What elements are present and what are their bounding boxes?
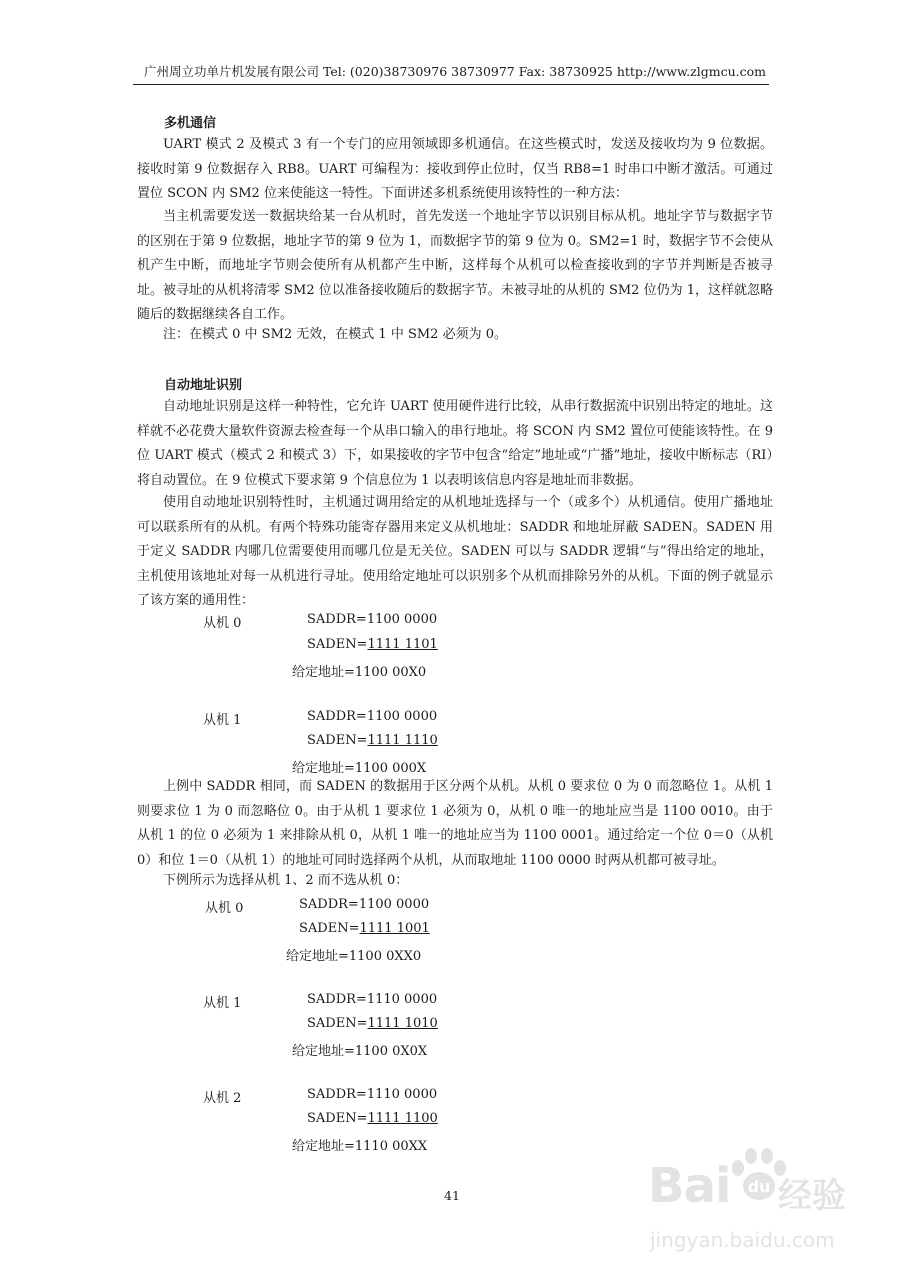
page-header: 广州周立功单片机发展有限公司 Tel: (020)38730976 38730977 Fax: 38730925 http://www.zlgmcu.com (144, 64, 766, 79)
example-saddr: SADDR=1110 0000 (307, 992, 438, 1007)
paragraph: 当主机需要发送一数据块给某一台从机时，首先发送一个地址字节以识别目标从机。地址字节与数据字节的区别在于第 9 位数据，地址字节的第 9 位为 1，而数据字节的第 9 位为 0。SM2=1 时，数据字节不会使从机产生中断，而地址字节则会使所有从机都产生中断，这样每个从机可以检查接收到的字节并判断是否被寻址。被寻址的从机将清零 SM2 位以准备接收随后的数据字节。未被寻址的从机的 SM2 位仍为 1，这样就忽略随后的数据继续各自工作。 (137, 209, 773, 322)
example-saden (307, 1111, 438, 1126)
saden-prefix: SADEN= (307, 1111, 368, 1126)
example-slave-label: 从机 1 (203, 713, 242, 728)
example-given-address: 给定地址=1110 00XX (292, 1139, 428, 1154)
saden-prefix: SADEN= (307, 637, 368, 652)
svg-text:du: du (747, 1177, 771, 1196)
example-given-address: 给定地址=1100 0X0X (292, 1044, 428, 1059)
example-saden (307, 733, 438, 748)
example-slave-label: 从机 2 (203, 1091, 242, 1106)
example-slave-label: 从机 0 (205, 901, 244, 916)
baidu-jingyan-watermark (638, 1140, 878, 1270)
example-given-address: 给定地址=1100 00X0 (292, 665, 427, 680)
example-saden (307, 1016, 438, 1031)
saden-prefix: SADEN= (307, 1016, 368, 1031)
example-saddr: SADDR=1100 0000 (307, 709, 438, 724)
example-saden (299, 921, 430, 936)
paragraph: 上例中 SADDR 相同，而 SADEN 的数据用于区分两个从机。从机 0 要求位 0 为 0 而忽略位 1。从机 1 则要求位 1 为 0 而忽略位 0。由于从机 1 要求位 1 必须为 0，从机 0 唯一的地址应当是 1100 0010。由于从机 1 的位 0 必须为 1 来排除从机 0，从机 1 唯一的地址应当为 1100 0001。通过给定一个位 0＝0（从机 0）和位 1＝0（从机 1）的地址可同时选择两个从机，从而取地址 1100 0000 时两从机都可被寻址。 (137, 779, 773, 868)
saden-prefix: SADEN= (307, 733, 368, 748)
example-saddr: SADDR=1110 0000 (307, 1087, 438, 1102)
saden-value: 1111 1101 (367, 637, 438, 652)
saden-value: 1111 1110 (367, 733, 438, 748)
example-saddr: SADDR=1100 0000 (307, 612, 438, 627)
page-number: 41 (444, 1188, 460, 1203)
saden-value: 1111 1001 (359, 921, 430, 936)
watermark-brand-2: 经验 (778, 1176, 846, 1216)
example-slave-label: 从机 1 (203, 996, 242, 1011)
section-heading-multi-comm: 多机通信 (164, 116, 217, 131)
example-given-address: 给定地址=1100 000X (292, 761, 427, 776)
example-given-address: 给定地址=1100 0XX0 (286, 949, 422, 964)
example-saden (307, 637, 438, 652)
note: 注：在模式 0 中 SM2 无效，在模式 1 中 SM2 必须为 0。 (163, 327, 507, 342)
section-heading-auto-addr: 自动地址识别 (164, 378, 243, 393)
example-saddr: SADDR=1100 0000 (299, 897, 430, 912)
watermark-url: jingyan.baidu.com (650, 1228, 835, 1252)
example-slave-label: 从机 0 (203, 616, 242, 631)
saden-value: 1111 1010 (367, 1016, 438, 1031)
paragraph: 自动地址识别是这样一种特性，它允许 UART 使用硬件进行比较，从串行数据流中识别出特定的地址。这样就不必花费大量软件资源去检查每一个从串口输入的串行地址。将 SCON 内 SM2 置位可使能该特性。在 9 位 UART 模式（模式 2 和模式 3）下，如果接收的字节中包含“给定”地址或“广播”地址，接收中断标志（RI）将自动置位。在 9 位模式下要求第 9 个信息位为 1 以表明该信息内容是地址而非数据。 (137, 399, 773, 488)
saden-prefix: SADEN= (299, 921, 360, 936)
paragraph: 使用自动地址识别特性时，主机通过调用给定的从机地址选择与一个（或多个）从机通信。使用广播地址可以联系所有的从机。有两个特殊功能寄存器用来定义从机地址：SADDR 和地址屏蔽 SADEN。SADEN 用于定义 SADDR 内哪几位需要使用而哪几位是无关位。SADEN 可以与 SADDR 逻辑“与”得出给定的地址，主机使用该地址对每一从机进行寻址。使用给定地址可以识别多个从机而排除另外的从机。下面的例子就显示了该方案的通用性： (137, 495, 773, 608)
watermark-brand: Bai (648, 1158, 731, 1214)
paragraph: 下例所示为选择从机 1、2 而不选从机 0： (163, 873, 409, 888)
paragraph: UART 模式 2 及模式 3 有一个专门的应用领域即多机通信。在这些模式时，发送及接收均为 9 位数据。接收时第 9 位数据存入 RB8。UART 可编程为：接收到停止位时，仅当 RB8=1 时串口中断才激活。可通过置位 SCON 内 SM2 位来使能这一特性。下面讲述多机系统使用该特性的一种方法： (137, 137, 773, 201)
saden-value: 1111 1100 (367, 1111, 438, 1126)
header-divider (133, 84, 769, 85)
